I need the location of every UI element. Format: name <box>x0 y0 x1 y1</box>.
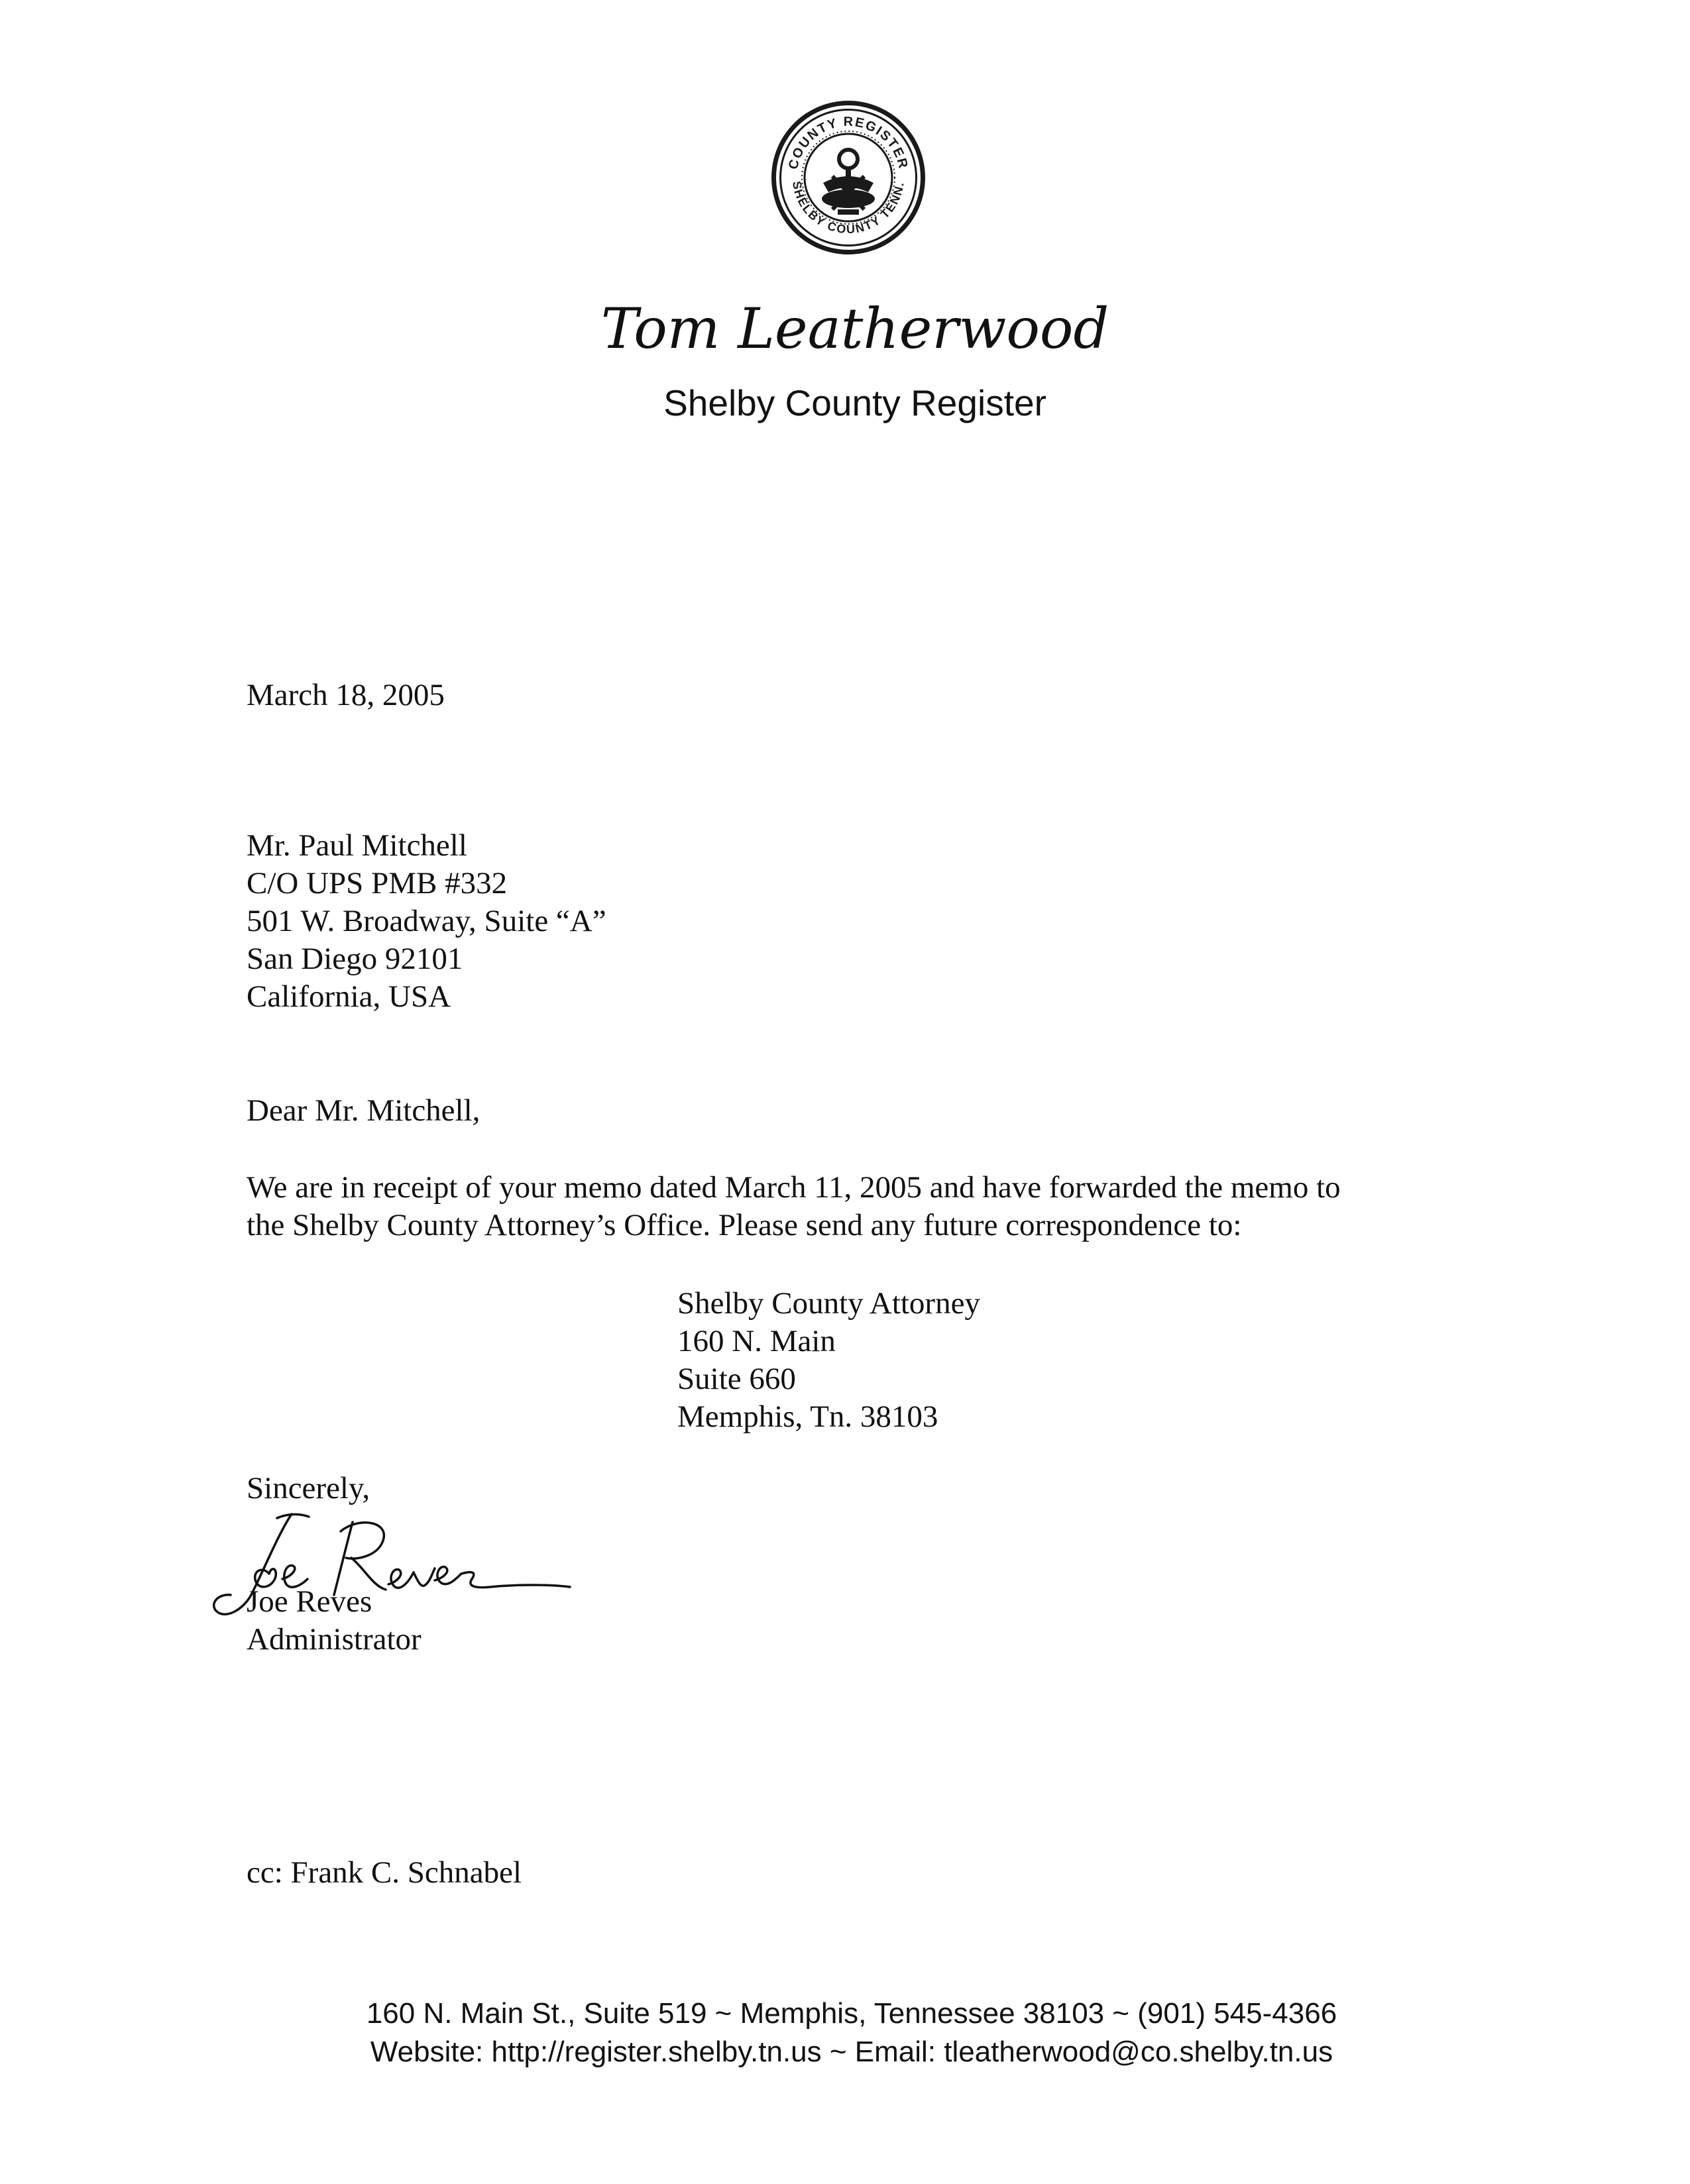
recipient-line: C/O UPS PMB #332 <box>247 866 508 901</box>
attorney-line: 160 N. Main <box>677 1324 836 1358</box>
footer-contact: Website: http://register.shelby.tn.us ~ Email: tleatherwood@co.shelby.tn.us <box>370 2036 1333 2068</box>
body-line: We are in receipt of your memo dated March 11, 2005 and have forwarded the memo to <box>247 1170 1341 1205</box>
attorney-line: Shelby County Attorney <box>677 1286 980 1321</box>
recipient-line: 501 W. Broadway, Suite “A” <box>247 904 606 938</box>
seal-text-top: COUNTY REGISTER <box>785 114 911 171</box>
letterhead-name: Tom Leatherwood <box>600 296 1109 361</box>
attorney-line: Suite 660 <box>677 1362 796 1396</box>
signer-name: Joe Reves <box>247 1584 372 1619</box>
attorney-address <box>677 1285 980 1436</box>
salutation: Dear Mr. Mitchell, <box>247 1093 480 1128</box>
recipient-line: Mr. Paul Mitchell <box>247 828 467 863</box>
footer <box>0 1994 1690 2071</box>
seal-icon <box>769 98 928 257</box>
body-paragraph <box>247 1169 1506 1244</box>
letterhead-title: Shelby County Register <box>663 382 1046 423</box>
recipient-line: San Diego 92101 <box>247 942 463 976</box>
seal-text-bottom: SHELBY COUNTY TENN. <box>790 180 907 237</box>
letter-date: March 18, 2005 <box>247 678 445 712</box>
closing-line: Sincerely, <box>247 1471 370 1505</box>
footer-address: 160 N. Main St., Suite 519 ~ Memphis, Tennessee 38103 ~ (901) 545-4366 <box>366 1997 1337 2030</box>
attorney-line: Memphis, Tn. 38103 <box>677 1399 938 1434</box>
cc-line: cc: Frank C. Schnabel <box>247 1855 522 1890</box>
recipient-address <box>247 827 606 1016</box>
body-line: the Shelby County Attorney’s Office. Please send any future correspondence to: <box>247 1208 1242 1242</box>
recipient-line: California, USA <box>247 979 451 1014</box>
signer-title: Administrator <box>247 1622 422 1657</box>
